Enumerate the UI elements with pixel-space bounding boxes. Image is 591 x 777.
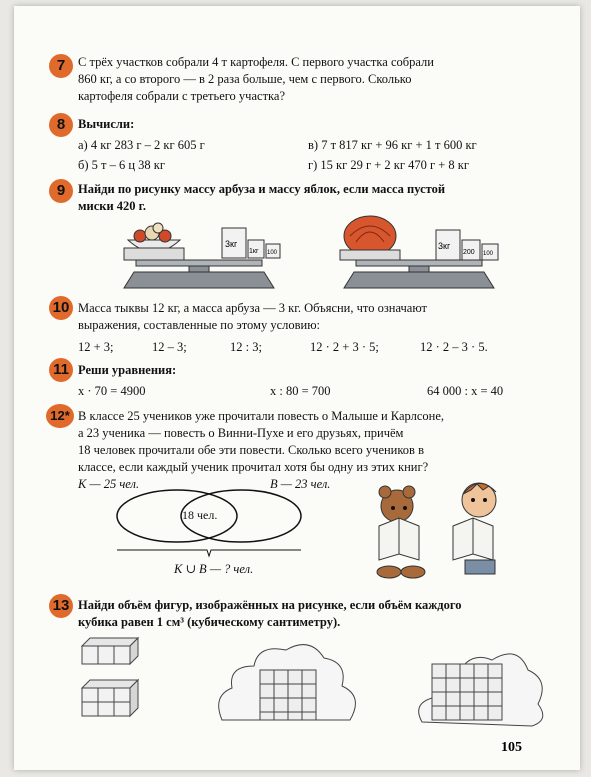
problem-11-title: Реши уравнения: bbox=[78, 363, 177, 377]
problem-13-line-2: кубика равен 1 см³ (кубическому сантиметру). bbox=[78, 615, 341, 629]
cube-figures-illustration bbox=[72, 626, 552, 738]
problem-13-line-1: Найди объём фигур, изображённых на рисунке, если объём каждого bbox=[78, 598, 462, 612]
scale-watermelon-illustration bbox=[334, 212, 504, 294]
problem-10-line-1: Масса тыквы 12 кг, а масса арбуза — 3 кг. Объясни, что означают bbox=[78, 301, 427, 315]
reading-characters-illustration bbox=[369, 474, 519, 582]
left-weight-2: 1кг bbox=[249, 248, 259, 255]
right-weight-1: 3кг bbox=[438, 241, 451, 251]
problem-8-title: Вычисли: bbox=[78, 117, 135, 131]
problem-11-eq-1: x · 70 = 4900 bbox=[78, 384, 146, 398]
problem-8-badge: 8 bbox=[49, 113, 73, 137]
problem-8-item-g: г) 15 кг 29 г + 2 кг 470 г + 8 кг bbox=[308, 158, 469, 172]
problem-10-badge: 10 bbox=[49, 296, 73, 320]
problem-7-badge: 7 bbox=[49, 54, 73, 78]
right-weight-2: 200 bbox=[463, 249, 475, 256]
problem-9-line-1: Найди по рисунку массу арбуза и массу яблок, если масса пустой bbox=[78, 182, 446, 196]
problem-9-badge: 9 bbox=[49, 179, 73, 203]
page-number: 105 bbox=[501, 740, 522, 755]
textbook-page bbox=[14, 6, 580, 770]
problem-11-eq-3: 64 000 : x = 40 bbox=[427, 384, 504, 398]
problem-8-item-a: а) 4 кг 283 г – 2 кг 605 г bbox=[78, 138, 205, 152]
problem-7-line-3: картофеля собрали с третьего участка? bbox=[78, 89, 286, 103]
venn-intersection-label: 18 чел. bbox=[182, 508, 218, 522]
problem-8-item-v: в) 7 т 817 кг + 96 кг + 1 т 600 кг bbox=[308, 138, 477, 152]
set-k-label: K — 25 чел. bbox=[78, 477, 140, 491]
right-weight-3: 100 bbox=[483, 251, 494, 257]
problem-10-expr-1: 12 + 3; bbox=[78, 340, 114, 354]
problem-12-line-1: В классе 25 учеников уже прочитали повесть о Малыше и Карлсоне, bbox=[78, 409, 445, 423]
problem-10-expr-3: 12 : 3; bbox=[230, 340, 262, 354]
problem-9-line-2: миски 420 г. bbox=[78, 199, 147, 213]
problem-10-expr-2: 12 – 3; bbox=[152, 340, 187, 354]
scale-apples-illustration bbox=[114, 214, 284, 294]
problem-12-line-2: а 23 ученика — повесть о Винни-Пухе и его друзьях, причём bbox=[78, 426, 404, 440]
problem-7-line-1: С трёх участков собрали 4 т картофеля. С первого участка собрали bbox=[78, 55, 434, 69]
left-weight-1: 3кг bbox=[225, 239, 238, 249]
problem-12-badge: 12* bbox=[46, 404, 74, 428]
problem-10-expr-4: 12 · 2 + 3 · 5; bbox=[310, 340, 379, 354]
problem-8-item-b: б) 5 т – 6 ц 38 кг bbox=[78, 158, 165, 172]
problem-13-badge: 13 bbox=[49, 594, 73, 618]
problem-11-badge: 11 bbox=[49, 358, 73, 382]
left-weight-3: 100 bbox=[267, 250, 278, 256]
venn-diagram bbox=[109, 484, 309, 564]
problem-12-line-4: классе, если каждый ученик прочитал хотя бы одну из этих книг? bbox=[78, 460, 429, 474]
problem-11-eq-2: x : 80 = 700 bbox=[270, 384, 331, 398]
problem-10-line-2: выражения, составленные по этому условию: bbox=[78, 318, 321, 332]
problem-10-expr-5: 12 · 2 – 3 · 5. bbox=[420, 340, 488, 354]
problem-12-line-3: 18 человек прочитали обе эти повести. Сколько всего учеников в bbox=[78, 443, 424, 457]
venn-union-label: K ∪ B — ? чел. bbox=[174, 562, 254, 576]
problem-7-line-2: 860 кг, а со второго — в 2 раза больше, чем с первого. Сколько bbox=[78, 72, 412, 86]
set-b-label: B — 23 чел. bbox=[270, 477, 331, 491]
